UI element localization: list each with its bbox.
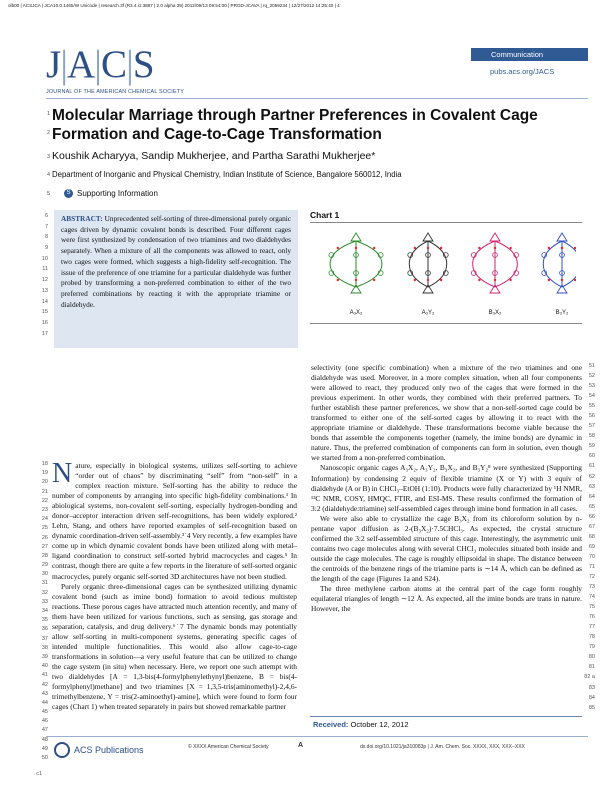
line-number: 81 xyxy=(588,664,595,671)
line-number: 24 xyxy=(41,516,48,523)
line-number: 32 xyxy=(41,589,48,596)
line-number: 10 xyxy=(41,255,48,262)
paragraph: Purely organic three-dimensional cages can be synthesized utilizing dynamic covalent bond (such as imine bond) formation to avoid tedious multistep reactions. These porous cages have attracted much attention recently, and many of them have been utilized for various functions, such as sensing, gas storage and separation, catalysis, and drug delivery.⁶˙7 The dynamic bonds may potentially allow self-sorting in multi-component systems, generating specific cages of intended multiple functionalities. This would also allow cage-to-cage transformations in solution—a very useful feature that can be utilized to change the cage system (in situ) when necessary. Here, we report one such attempt with two dialdehydes [A = 1,3-bis(4-formylphenylethynyl)benzene, B = bis(4-formylphenyl)methane] and two triamines [X = 1,3,5-tris(aminomethyl)-2,4,6-trimethylbenzene, Y = tris(2-aminoethyl)-amine], which were found to form four cages (Chart 1) when treated separately in pairs but showed remarkable partner xyxy=(52,581,297,712)
received-label: Received: xyxy=(313,720,349,729)
line-number: 11 xyxy=(42,266,48,273)
line-number: 68 xyxy=(588,533,595,540)
line-number: 43 xyxy=(41,690,48,697)
received-value: October 12, 2012 xyxy=(350,720,409,729)
body-left-column xyxy=(52,458,297,712)
line-number: 21 xyxy=(41,488,48,495)
right-line-numbers xyxy=(583,363,595,715)
line-number: 66 xyxy=(588,513,595,520)
abstract-line-numbers xyxy=(36,213,48,341)
cage-structures-chart xyxy=(318,228,576,318)
line-number: 52 xyxy=(588,373,595,380)
abstract-text xyxy=(61,214,291,310)
line-number: 51 xyxy=(588,363,595,369)
line-number: 48 xyxy=(41,736,48,743)
acs-emblem-icon xyxy=(54,742,70,758)
line-number: 64 xyxy=(588,493,595,500)
affiliation: Department of Inorganic and Physical Chemistry, Indian Institute of Science, Bangalore 560012, India xyxy=(52,170,402,179)
line-number: 31 xyxy=(41,580,48,587)
line-number: 27 xyxy=(41,543,48,550)
line-number: 75 xyxy=(588,604,595,611)
line-number: 9 xyxy=(44,245,48,252)
paragraph: The three methylene carbon atoms at the central part of the cage form roughly equilateral triangles of length ∼12 Å. As expected, all the imine bonds are trans in nature. However, the xyxy=(311,584,582,614)
line-number: 17 xyxy=(41,330,48,337)
line-number: 16 xyxy=(41,319,48,326)
journal-subtitle: JOURNAL OF THE AMERICAN CHEMICAL SOCIETY xyxy=(46,89,185,95)
drop-cap: N xyxy=(52,458,73,489)
line-number: 55 xyxy=(588,403,595,410)
line-number: 14 xyxy=(41,298,48,305)
line-number: 12 xyxy=(41,277,48,284)
line-number: 59 xyxy=(588,443,595,450)
line-number: 39 xyxy=(41,653,48,660)
line-number: 74 xyxy=(588,594,595,601)
line-number: 40 xyxy=(41,663,48,670)
received-rule xyxy=(310,716,582,717)
line-number: 25 xyxy=(41,525,48,532)
article-title: Molecular Marriage through Partner Preferences in Covalent Cage Formation and Cage-to-Cage Transformation xyxy=(52,107,538,143)
line-number: 58 xyxy=(588,433,595,440)
page-number: A xyxy=(298,742,304,749)
line-number: 83 xyxy=(588,684,595,691)
margin-tag: c1 xyxy=(36,771,42,777)
doi-link[interactable]: dx.doi.org/10.1021/ja310083p | J. Am. Chem. Soc. XXXX, XXX, XXX−XXX xyxy=(360,744,525,750)
journal-url-link[interactable]: pubs.acs.org/JACS xyxy=(490,67,555,76)
cage-label: A₃Y₂ xyxy=(421,310,435,316)
line-number: 45 xyxy=(41,709,48,716)
abstract-body: Unprecedented self-sorting of three-dimensional purely organic cages driven by dynamic covalent bonds is described. Four different cages were first synthesized by condensation of two triamines and two dialdehydes separately. When a mixture of all the components was allowed to react, only two cages were formed, which suggests a high-fidelity self-recognition. The issue of the preference of one triamine for a particular dialdehyde was further probed by transforming a non-preferred combination to either of the two preferred combinations by reacting it with the appropriate triamine or dialdehyde. xyxy=(61,214,291,309)
line-number: 76 xyxy=(588,614,595,621)
line-number: 44 xyxy=(41,699,48,706)
line-number: 67 xyxy=(588,523,595,530)
line-number: 7 xyxy=(44,223,48,230)
chart-top-rule xyxy=(310,222,582,223)
line-number: 82 a xyxy=(584,674,595,681)
line-number: 18 xyxy=(41,461,48,467)
line-number: 37 xyxy=(41,635,48,642)
line-number: 77 xyxy=(588,624,595,631)
line-number: 69 xyxy=(588,543,595,550)
line-number: 49 xyxy=(41,745,48,752)
chart-bottom-rule xyxy=(310,323,582,324)
line-number: 22 xyxy=(41,497,48,504)
line-number: 34 xyxy=(41,608,48,614)
cage-structure xyxy=(408,233,448,293)
line-number: 13 xyxy=(41,287,48,294)
header-divider xyxy=(46,98,588,99)
line-number: 41 xyxy=(41,672,48,679)
line-number: 29 xyxy=(41,562,48,569)
paragraph: selectivity (one specific combination) when a mixture of the two triamines and one dialdehyde was used. Moreover, in a more complex situation, when all four components were allowed to react, they produced only two of the cages that were formed in the previous experiment. In other words, they combined with their preferred partners. To further establish these partner preferences, we show that a non-self-sorted cage could be transformed to either one of the self-sorted cages by allowing it to react with the appropriate triamine or dialdehyde. These transformations become viable because the bonds that assemble the components together (namely, the imine bonds) are dynamic in nature. Thus, the preferred combination of components can form in solution, even though we started from a non-preferred combination. xyxy=(311,363,582,463)
line-number: 46 xyxy=(41,718,48,725)
line-number: 26 xyxy=(41,534,48,541)
line-number: 84 xyxy=(588,694,595,701)
cage-structure xyxy=(471,233,518,293)
line-number: 8 xyxy=(44,234,48,241)
line-number: 30 xyxy=(41,571,48,578)
line-number: 63 xyxy=(588,483,595,490)
received-date xyxy=(313,720,409,729)
line-number: 19 xyxy=(41,470,48,477)
line-number: 23 xyxy=(41,506,48,513)
line-number: 79 xyxy=(588,644,595,651)
line-number: 70 xyxy=(588,553,595,560)
jacs-logo: J|A|C|S xyxy=(46,43,154,86)
line-number: 42 xyxy=(41,681,48,688)
supporting-info-link[interactable] xyxy=(64,189,158,198)
production-header: olb00 | ACSJCA | JCA10.0.1465/W Unicode | research.3f (R3.4.i1:3887 | 2.0 alpha 39) 2012/09/13 09:54:00 | PROD-JCAVA | rq_2059234 | 12/27/2012 14:25:40 | 4 xyxy=(8,3,340,8)
line-number: 3 xyxy=(46,154,50,160)
cage-label: B₃X₂ xyxy=(488,310,502,316)
line-number: 80 xyxy=(588,654,595,661)
line-number: 4 xyxy=(46,172,50,178)
line-number: 50 xyxy=(41,755,48,761)
line-number: 85 xyxy=(588,704,595,711)
line-number: 36 xyxy=(41,626,48,633)
line-number: 57 xyxy=(588,423,595,430)
line-number: 35 xyxy=(41,617,48,624)
line-number: 53 xyxy=(588,383,595,390)
line-number: 47 xyxy=(41,727,48,734)
supporting-info-label: Supporting Information xyxy=(77,189,158,198)
abstract-label: ABSTRACT: xyxy=(61,214,103,223)
left-line-numbers xyxy=(36,461,48,764)
copyright: © XXXX American Chemical Society xyxy=(188,744,269,750)
supporting-info-icon: S xyxy=(64,189,73,198)
acs-publications-logo: ACS Publications xyxy=(54,742,144,758)
line-number: 6 xyxy=(44,213,48,219)
line-number: 72 xyxy=(588,573,595,580)
abstract-box xyxy=(54,210,298,348)
line-number: 65 xyxy=(588,503,595,510)
cage-structure xyxy=(329,233,383,293)
title-line-numbers: 1 2 xyxy=(46,111,50,136)
cage-label: B₃Y₂ xyxy=(555,310,569,316)
line-number: 56 xyxy=(588,413,595,420)
line-number: 60 xyxy=(588,453,595,460)
paragraph: Nanoscopic organic cages A₃X₂, A₃Y₂, B₃X₂, and B₃Y₂⁸ were synthesized (Supporting Information) by condensing 2 equiv of flexible triamine (X or Y) with 3 equiv of dialdehyde (A or B) in CHCl₃–EtOH (1:10). Products were fully characterized by ¹H NMR, ¹³C NMR, COSY, HMQC, FTIR, and ESI-MS. These results confirmed the formation of 3:2 (dialdehyde:triamine) self-assembled cages through imine bond formation in all cases. xyxy=(311,463,582,513)
article-type-badge: Communication xyxy=(471,48,588,61)
chart-label: Chart 1 xyxy=(310,210,340,220)
line-number: 20 xyxy=(41,479,48,486)
line-number: 71 xyxy=(588,563,595,570)
author-list: Koushik Acharyya, Sandip Mukherjee, and Partha Sarathi Mukherjee* xyxy=(52,150,376,162)
paragraph: We were also able to crystallize the cage B₃X₂ from its chloroform solution by n-pentane vapor diffusion as 2-(B₃X₂)·7.5CHCl₃. As expected, the crystal structure confirmed the 3:2 self-assembled structure of this cage. Interestingly, the asymmetric unit contains two cage molecules along with several CHCl₃ molecules situated both inside and outside the cage molecules. The cage is roughly ellipsoidal in shape. The distance between the centroids of the benzene rings of the triamine parts is ∼14 Å, which can be defined as the length of the cage (Figures 1a and S24). xyxy=(311,513,582,583)
paragraph: Nature, especially in biological systems, utilizes self-sorting to achieve “order out of chaos” by discriminating “self” from “non-self” in a complex reaction mixture. Self-sorting has the ability to reduce the number of components by arranging into specific high-fidelity combinations.¹ In abiological systems, non-covalent self-sorting, especially hydrogen-bonding and donor–acceptor interaction driven self-recognitions, has been widely explored.² Lehn, Stang, and others have reported examples of self-recognition based on dynamic coordination-driven self-assembly.³˙4 Very recently, a few examples have come up in which dynamic covalent bonds have been utilized along with metal–ligand coordination to construct self-sorted hybrid macrocycles and cages.⁵ In contrast, though there are quite a few reports in the literature of self-sorted organic macrocycles, purely organic self-sorted 3D architectures have not been studied. xyxy=(52,458,297,581)
line-number: 38 xyxy=(41,644,48,651)
line-number: 28 xyxy=(41,552,48,559)
line-number: 78 xyxy=(588,634,595,641)
line-number: 54 xyxy=(588,393,595,400)
body-right-column xyxy=(311,363,582,614)
line-number: 61 xyxy=(588,463,595,470)
line-number: 5 xyxy=(46,191,50,197)
line-number: 33 xyxy=(41,598,48,605)
line-number: 15 xyxy=(41,309,48,316)
line-number: 73 xyxy=(588,584,595,591)
cage-structure xyxy=(542,233,576,293)
line-number: 62 xyxy=(588,473,595,480)
cage-label: A₃X₂ xyxy=(349,310,363,316)
